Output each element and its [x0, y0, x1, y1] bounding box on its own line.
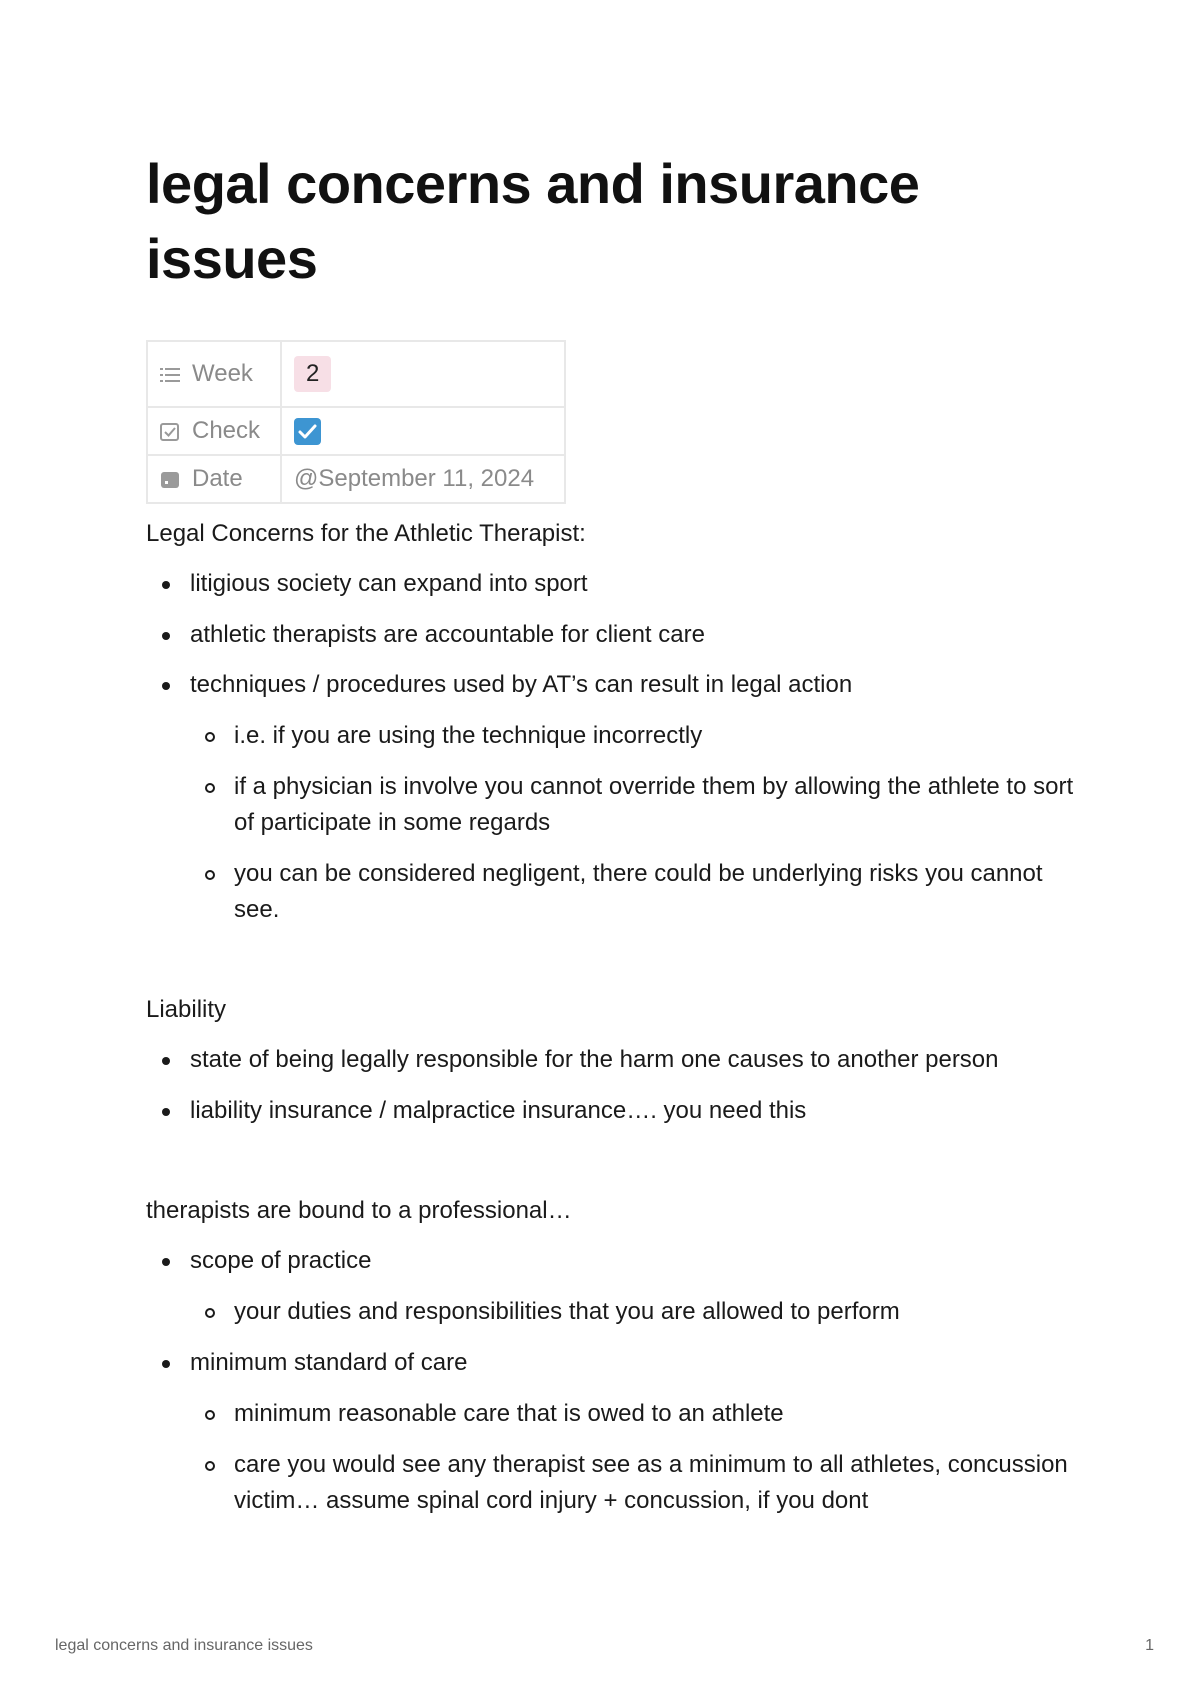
- property-label-date: Date: [192, 465, 243, 492]
- week-tag[interactable]: 2: [294, 356, 331, 392]
- property-label-check: Check: [192, 417, 261, 444]
- list-item: scope of practice: [146, 1243, 1076, 1279]
- section-heading: Liability: [146, 996, 227, 1023]
- footer-doc-title: legal concerns and insurance issues: [55, 1637, 313, 1654]
- list-icon: [160, 366, 180, 384]
- property-row-check: [147, 407, 565, 455]
- list-item: care you would see any therapist see as a minimum to all athletes, concussion victim… assume spinal cord injury + concussion, if you dont: [146, 1447, 1076, 1519]
- property-key-week: [147, 341, 281, 407]
- list-item: your duties and responsibilities that you are allowed to perform: [146, 1294, 1076, 1330]
- property-row-date: [147, 455, 565, 503]
- checkbox-icon: [160, 423, 180, 441]
- checkmark-icon: [294, 418, 321, 445]
- bullet-list: [146, 1243, 1076, 1519]
- property-key-check: [147, 407, 281, 455]
- list-item: litigious society can expand into sport: [146, 566, 1076, 602]
- list-item: techniques / procedures used by AT’s can result in legal action: [146, 667, 1076, 703]
- properties-table: [146, 340, 566, 504]
- footer-page-number: 1: [1145, 1637, 1154, 1654]
- page-title: legal concerns and insurance issues: [146, 152, 920, 290]
- list-item: liability insurance / malpractice insurance…. you need this: [146, 1093, 1076, 1129]
- property-value-week[interactable]: [281, 341, 565, 407]
- list-item: if a physician is involve you cannot override them by allowing the athlete to sort of participate in some regards: [146, 769, 1076, 841]
- list-item: minimum standard of care: [146, 1345, 1076, 1381]
- property-key-date: [147, 455, 281, 503]
- bullet-list: [146, 566, 1076, 928]
- section-heading: therapists are bound to a professional…: [146, 1197, 572, 1224]
- list-item: state of being legally responsible for the harm one causes to another person: [146, 1042, 1076, 1078]
- property-row-week: [147, 341, 565, 407]
- list-item: athletic therapists are accountable for client care: [146, 617, 1076, 653]
- bullet-list: [146, 1042, 1076, 1129]
- section-heading: Legal Concerns for the Athletic Therapist:: [146, 520, 586, 547]
- check-checkbox[interactable]: [294, 418, 321, 445]
- list-item: minimum reasonable care that is owed to an athlete: [146, 1396, 1076, 1432]
- calendar-icon: [160, 471, 180, 489]
- page-content: [146, 520, 1076, 1519]
- property-value-check[interactable]: [281, 407, 565, 455]
- list-item: you can be considered negligent, there could be underlying risks you cannot see.: [146, 856, 1076, 928]
- list-item: i.e. if you are using the technique incorrectly: [146, 718, 1076, 754]
- property-label-week: Week: [192, 360, 253, 387]
- property-value-date[interactable]: @September 11, 2024: [281, 455, 565, 503]
